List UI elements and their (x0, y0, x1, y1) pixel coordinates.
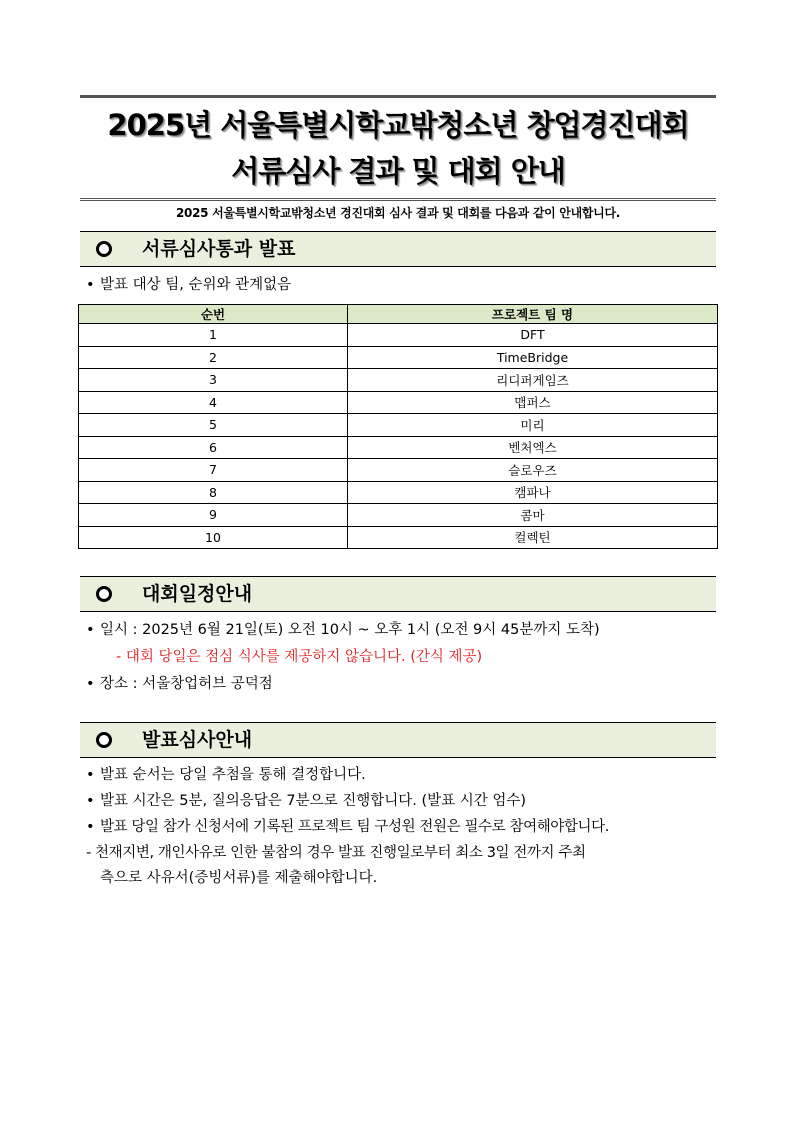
circle-bullet-icon (80, 577, 130, 611)
table-row (79, 481, 718, 504)
row-number: 9 (79, 504, 348, 527)
row-number: 5 (79, 414, 348, 437)
bullet-icon: • (86, 676, 95, 692)
table-row (79, 324, 718, 347)
team-name: 벤처엑스 (348, 436, 718, 459)
section-header-schedule (80, 576, 716, 612)
team-name: TimeBridge (348, 346, 718, 369)
table-row (79, 346, 718, 369)
section-title: 대회일정안내 (130, 577, 716, 611)
schedule-date: 일시 : 2025년 6월 21일(토) 오전 10시 ~ 오후 1시 (오전 9시 45분까지 도착) (100, 622, 600, 638)
team-name: 컬렉틴 (348, 526, 718, 549)
team-name: 미리 (348, 414, 718, 437)
title-line-1: 2025년 서울특별시학교밖청소년 창업경진대회 (107, 108, 689, 142)
table-row (79, 526, 718, 549)
team-name: 캠파나 (348, 481, 718, 504)
list-item: • 발표 대상 팀, 순위와 관계없음 (86, 274, 291, 296)
bullet-icon: • (86, 767, 95, 783)
section-header-screening (80, 231, 716, 267)
table-row (79, 436, 718, 459)
team-name: 맵퍼스 (348, 391, 718, 414)
section-header-presentation (80, 722, 716, 758)
bullet-icon: • (86, 819, 95, 835)
document-title (80, 95, 716, 201)
absence-notice-line-1: - 천재지변, 개인사유로 인한 불참의 경우 발표 진행일로부터 최소 3일 전까지 주최 (86, 845, 586, 861)
list-item (86, 673, 273, 695)
row-number: 6 (79, 436, 348, 459)
row-number: 10 (79, 526, 348, 549)
list-item (86, 619, 600, 641)
table-header-row (79, 305, 718, 324)
row-number: 1 (79, 324, 348, 347)
table-row (79, 369, 718, 392)
row-number: 7 (79, 459, 348, 482)
team-name: 슬로우즈 (348, 459, 718, 482)
title-line-2: 서류심사 결과 및 대회 안내 (231, 154, 565, 188)
column-header-team: 프로젝트 팀 명 (348, 305, 718, 324)
team-name: 콤마 (348, 504, 718, 527)
column-header-number: 순번 (79, 305, 348, 324)
row-number: 8 (79, 481, 348, 504)
intro-text: 2025 서울특별시학교밖청소년 경진대회 심사 결과 및 대회를 다음과 같이 안내합니다. (80, 201, 716, 232)
bullet-icon: • (86, 622, 95, 638)
list-item: • 발표 당일 참가 신청서에 기록된 프로젝트 팀 구성원 전원은 필수로 참여해야합니다. (86, 816, 609, 838)
circle-bullet-icon (80, 232, 130, 266)
bullet-icon: • (86, 793, 95, 809)
row-number: 3 (79, 369, 348, 392)
table-row (79, 391, 718, 414)
team-table (78, 304, 718, 549)
list-item: • 발표 시간은 5분, 질의응답은 7분으로 진행합니다. (발표 시간 엄수) (86, 790, 526, 812)
section-title: 발표심사안내 (130, 723, 716, 757)
table-row (79, 504, 718, 527)
circle-bullet-icon (80, 723, 130, 757)
list-item: • 발표 순서는 당일 추첨을 통해 결정합니다. (86, 764, 366, 786)
bullet-icon: • (86, 277, 95, 293)
schedule-place: 장소 : 서울창업허브 공덕점 (100, 676, 273, 692)
row-number: 4 (79, 391, 348, 414)
team-name: 리디퍼게임즈 (348, 369, 718, 392)
team-name: DFT (348, 324, 718, 347)
absence-notice-line-2: 측으로 사유서(증빙서류)를 제출해야합니다. (100, 870, 378, 886)
table-row (79, 459, 718, 482)
section-title: 서류심사통과 발표 (130, 232, 716, 266)
lunch-notice: - 대회 당일은 점심 식사를 제공하지 않습니다. (간식 제공) (116, 649, 483, 665)
row-number: 2 (79, 346, 348, 369)
table-row (79, 414, 718, 437)
